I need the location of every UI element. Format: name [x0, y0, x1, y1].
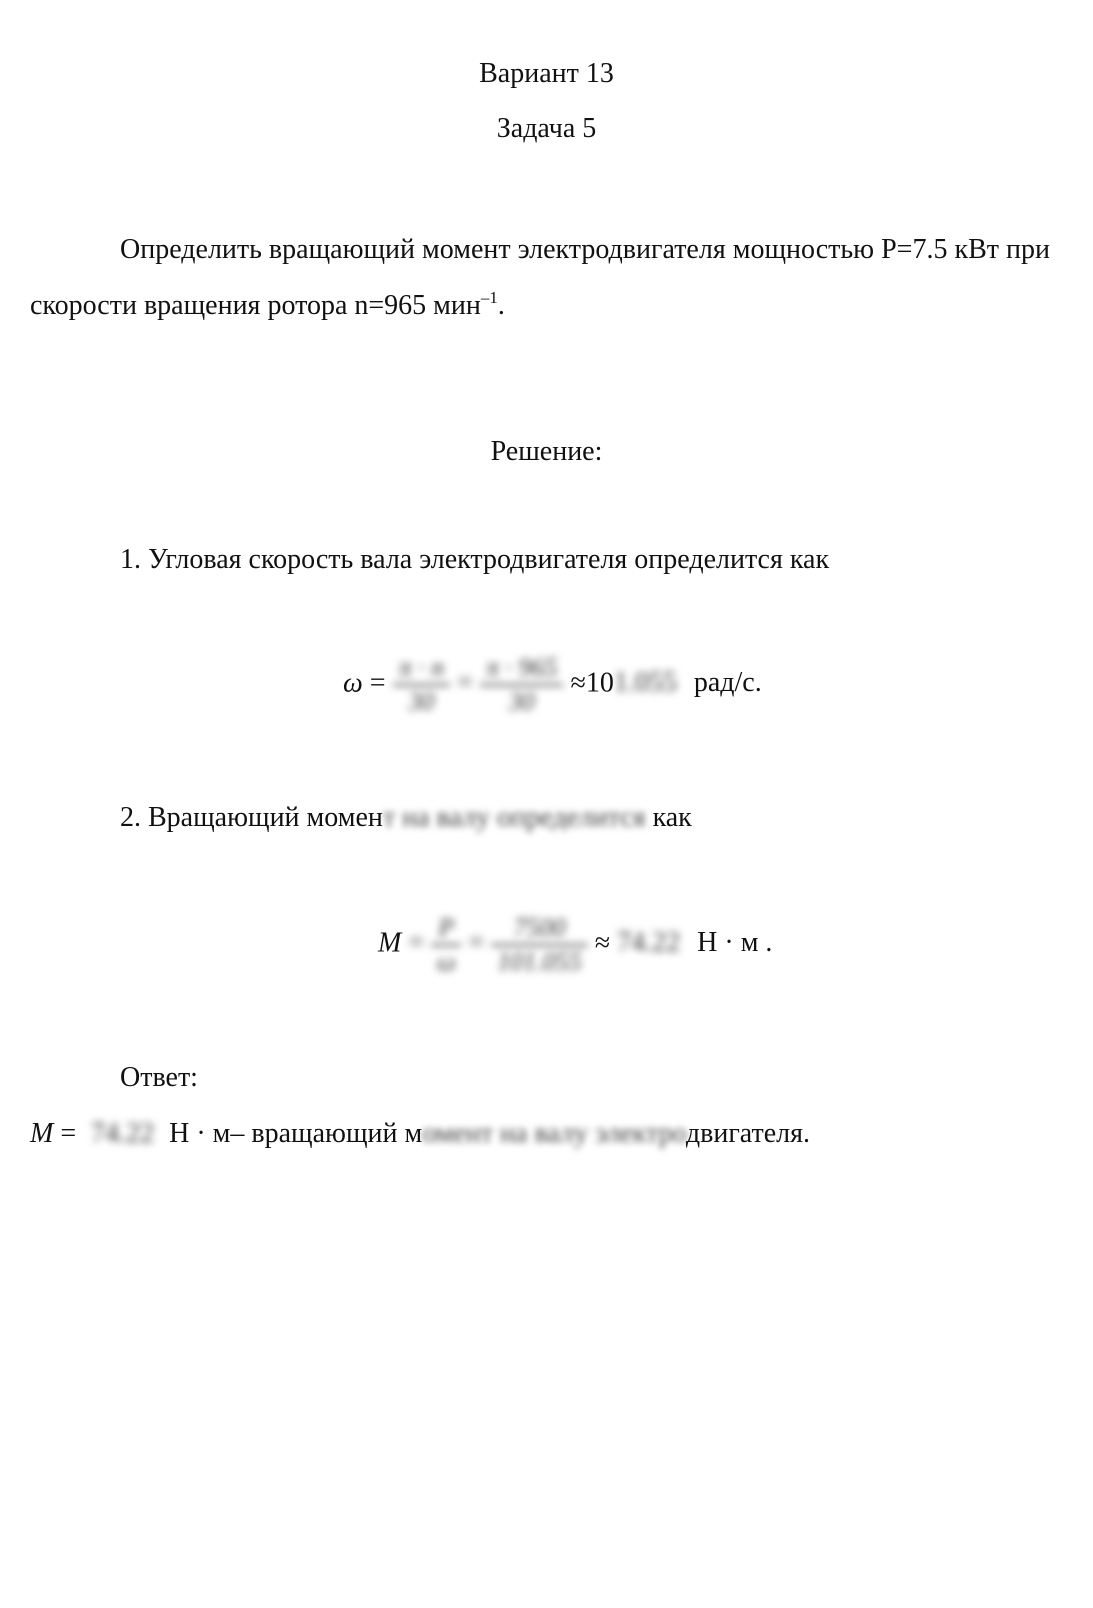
torque-value-blurred: 74.22	[617, 927, 681, 959]
fraction-numerator: π · 965	[485, 653, 558, 682]
omega-symbol: ω	[343, 667, 363, 699]
answer-label: Ответ:	[120, 1062, 198, 1093]
task-title: Задача 5	[496, 113, 597, 144]
equals-sign: =	[408, 927, 425, 959]
variant-title: Вариант 13	[479, 58, 614, 89]
problem-end: .	[497, 290, 505, 321]
equals-sign: =	[369, 667, 386, 699]
fraction-pi-n	[393, 652, 451, 718]
problem-exponent: –1	[480, 288, 498, 307]
answer-value-blurred: 74.22	[91, 1118, 155, 1149]
formula-torque	[378, 912, 772, 978]
approx-sign: ≈	[594, 927, 611, 959]
problem-text: Определить вращающий момент электродвигателя мощностью P=7.5 кВт при скорости вращения ротора n=965 мин	[30, 234, 1050, 321]
fraction-denominator: 30	[408, 687, 435, 716]
fraction-numerator: P	[438, 913, 455, 942]
equals-sign-2: =	[468, 927, 485, 959]
answer-text-blurred: омент на валу электро	[422, 1118, 686, 1149]
problem-statement	[30, 222, 1050, 334]
answer-text-start: – вращающий м	[230, 1118, 423, 1149]
answer-line	[30, 1118, 810, 1150]
fraction-numerator: π · n	[398, 653, 445, 682]
formula-angular-velocity	[343, 652, 762, 718]
answer-text-end: двигателя.	[685, 1118, 811, 1149]
fraction-denominator: 30	[508, 687, 535, 716]
omega-value-visible: 10	[585, 667, 614, 699]
fraction-pi-965	[480, 652, 564, 718]
step-2-blurred: т на валу определится	[382, 802, 646, 833]
omega-value-blurred: 1.055	[613, 667, 677, 699]
step-2-visible-end: как	[652, 802, 692, 833]
step-1-text: 1. Угловая скорость вала электродвигателя определится как	[120, 544, 830, 575]
answer-unit: Н · м	[169, 1118, 231, 1149]
fraction-numerator: 7500	[513, 913, 566, 942]
approx-sign: ≈	[570, 667, 586, 699]
fraction-7500	[491, 912, 588, 978]
fraction-denominator: 101.055	[497, 947, 582, 976]
torque-unit: Н · м .	[697, 927, 773, 959]
step-2-visible-start: 2. Вращающий момен	[120, 802, 383, 833]
torque-symbol: M	[378, 927, 402, 959]
step-2-text	[120, 802, 692, 834]
omega-unit: рад/с.	[693, 667, 762, 699]
fraction-p-omega	[431, 912, 461, 978]
equals-sign-2: =	[457, 667, 473, 699]
answer-torque-symbol: M	[30, 1118, 54, 1149]
solution-label: Решение:	[490, 436, 603, 467]
answer-equals: =	[60, 1118, 77, 1149]
fraction-denominator: ω	[437, 947, 456, 976]
